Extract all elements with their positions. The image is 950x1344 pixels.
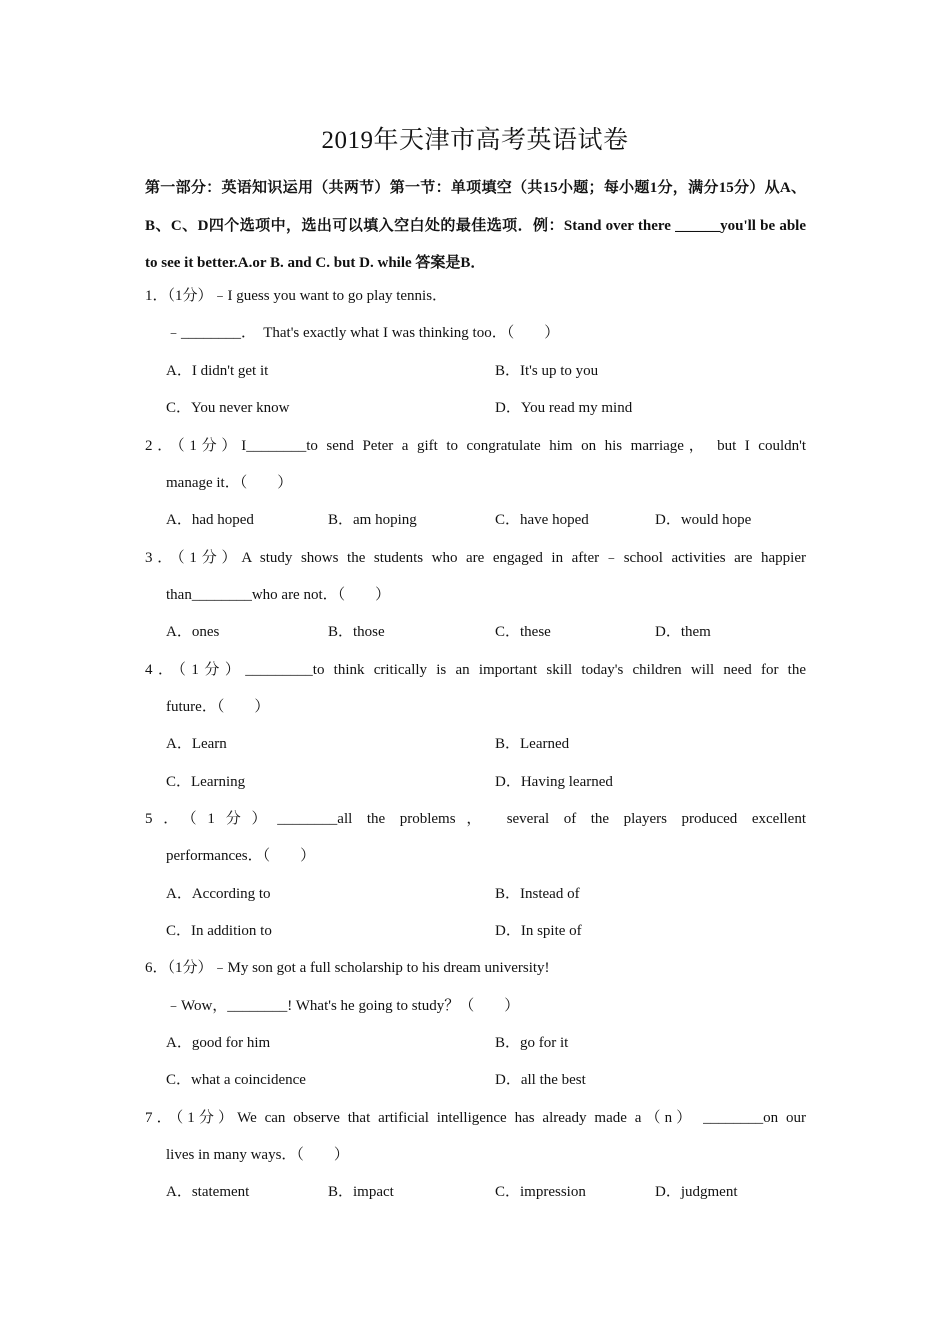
question-3-option-c: C．these (495, 624, 551, 640)
question-4-option-a: A．Learn (166, 736, 227, 752)
question-2-continuation: manage it．（ ） (166, 475, 293, 491)
question-5-option-c: C．In addition to (166, 923, 272, 939)
question-1-option-c: C．You never know (166, 400, 290, 416)
question-4-option-c: C．Learning (166, 774, 246, 790)
question-6-continuation: ﹣Wow，________! What's he going to study？（ ） (166, 998, 520, 1014)
question-3-continuation: than________who are not．（ ） (166, 587, 391, 603)
section-instructions: 第一部分：英语知识运用（共两节）第一节：单项填空（共15小题；每小题1分，满分15分）从A、B、C、D四个选项中，选出可以填入空白处的最佳选项．例：Stand over there ______you'll be able to see it better.A.or B. and C. but D. while 答案是B． (145, 180, 806, 271)
question-2-option-b: B．am hoping (328, 512, 417, 528)
question-1-option-b: B．It's up to you (495, 363, 599, 379)
question-6-option-c: C．what a coincidence (166, 1072, 306, 1088)
question-6-option-b: B．go for it (495, 1035, 569, 1051)
question-6-stem: 6．（1分）﹣My son got a full scholarship to his dream university! (145, 960, 550, 976)
question-7-option-c: C．impression (495, 1184, 586, 1200)
question-6-option-a: A．good for him (166, 1035, 271, 1051)
exam-title: 2019年天津市高考英语试卷 (321, 127, 629, 154)
question-1-option-d: D．You read my mind (495, 400, 633, 416)
question-4-option-d: D．Having learned (495, 774, 613, 790)
question-3-option-b: B．those (328, 624, 385, 640)
question-2-option-d: D．would hope (655, 512, 752, 528)
question-7-option-b: B．impact (328, 1184, 394, 1200)
question-4-option-b: B．Learned (495, 736, 570, 752)
question-3-stem: 3．（1分）A study shows the students who are engaged in after﹣school activities are happier (145, 550, 806, 566)
question-2-option-a: A．had hoped (166, 512, 254, 528)
question-5-stem: 5．（1分）________all the problems， several of the players produced excellent (145, 811, 806, 827)
question-7-continuation: lives in many ways．（ ） (166, 1147, 349, 1163)
question-3-option-a: A．ones (166, 624, 220, 640)
question-5-continuation: performances．（ ） (166, 848, 316, 864)
question-7-option-a: A．statement (166, 1184, 250, 1200)
question-4-stem: 4．（1分）_________to think critically is an important skill today's children will need for the (145, 662, 806, 678)
question-7-stem: 7．（1分）We can observe that artificial intelligence has already made a（n） ________on our (145, 1110, 806, 1126)
question-5-option-b: B．Instead of (495, 886, 580, 902)
question-1-stem: 1．（1分）﹣I guess you want to go play tennis． (145, 288, 448, 304)
question-7-option-d: D．judgment (655, 1184, 738, 1200)
question-2-option-c: C．have hoped (495, 512, 589, 528)
question-2-stem: 2．（1分）I________to send Peter a gift to congratulate him on his marriage， but I couldn't (145, 438, 806, 454)
question-5-option-a: A．According to (166, 886, 271, 902)
question-1-continuation: ﹣________． That's exactly what I was thinking too．（ ） (166, 325, 560, 341)
question-4-continuation: future．（ ） (166, 699, 270, 715)
question-6-option-d: D．all the best (495, 1072, 586, 1088)
question-5-option-d: D．In spite of (495, 923, 582, 939)
question-1-option-a: A．I didn't get it (166, 363, 269, 379)
question-3-option-d: D．them (655, 624, 711, 640)
